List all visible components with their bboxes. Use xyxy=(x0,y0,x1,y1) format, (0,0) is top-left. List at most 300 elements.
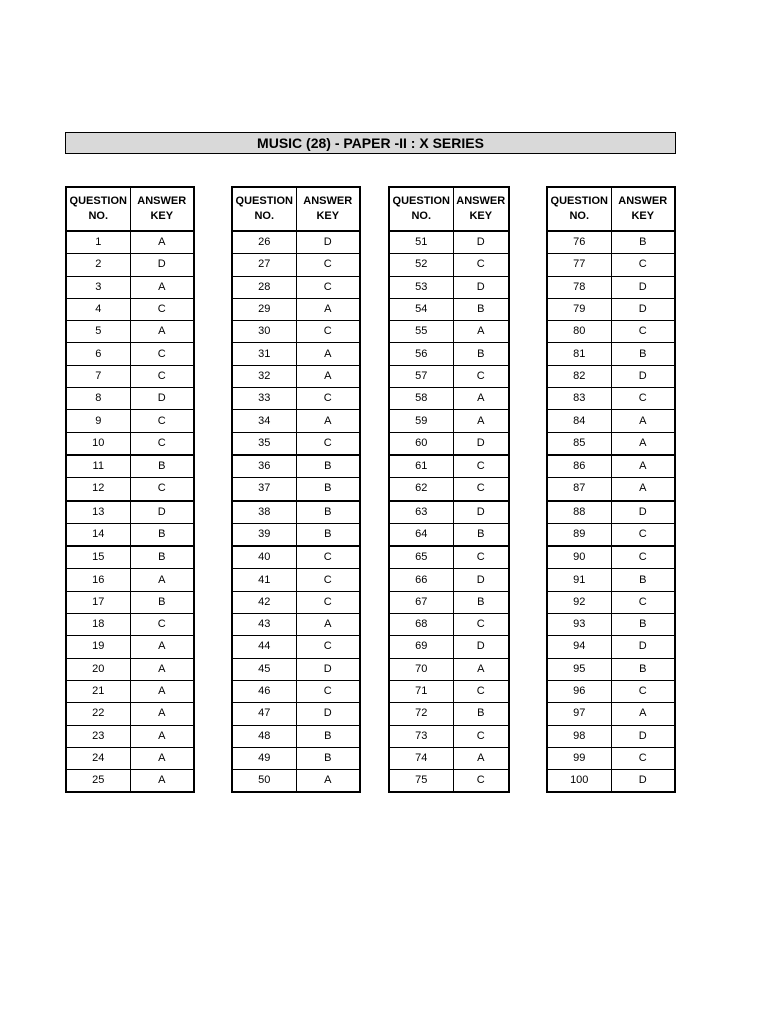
question-number-cell: 50 xyxy=(232,770,296,793)
table-row xyxy=(547,569,675,591)
answer-key-cell: B xyxy=(611,231,675,254)
answer-key-cell: B xyxy=(296,478,360,501)
answer-key-cell: D xyxy=(130,254,194,276)
question-number-cell: 8 xyxy=(66,388,130,410)
answer-key-cell: C xyxy=(296,321,360,343)
answer-key-cell: C xyxy=(453,365,509,387)
table-row xyxy=(232,703,360,725)
table-row xyxy=(66,591,194,613)
answer-key-cell: B xyxy=(130,546,194,569)
question-number-cell: 24 xyxy=(66,747,130,769)
question-number-cell: 44 xyxy=(232,636,296,658)
table-row xyxy=(66,569,194,591)
table-row xyxy=(547,725,675,747)
table-row xyxy=(66,231,194,254)
table-row xyxy=(66,614,194,636)
answer-key-cell: A xyxy=(130,231,194,254)
table-row xyxy=(66,254,194,276)
table-row xyxy=(66,725,194,747)
table-row xyxy=(547,703,675,725)
table-row xyxy=(232,569,360,591)
page-title: MUSIC (28) - PAPER -II : X SERIES xyxy=(65,132,676,154)
table-row xyxy=(547,546,675,569)
table-row xyxy=(389,365,509,387)
question-number-cell: 41 xyxy=(232,569,296,591)
question-number-cell: 93 xyxy=(547,614,611,636)
table-row xyxy=(547,747,675,769)
header-text: QUESTION xyxy=(235,195,293,207)
answer-key-cell: A xyxy=(296,410,360,432)
question-number-cell: 1 xyxy=(66,231,130,254)
question-number-cell: 86 xyxy=(547,455,611,478)
question-number-cell: 43 xyxy=(232,614,296,636)
question-number-cell: 76 xyxy=(547,231,611,254)
answer-key-cell: C xyxy=(611,680,675,702)
answer-key-cell: B xyxy=(453,343,509,365)
question-number-cell: 34 xyxy=(232,410,296,432)
question-number-cell: 32 xyxy=(232,365,296,387)
question-number-cell: 18 xyxy=(66,614,130,636)
table-row xyxy=(232,658,360,680)
answer-key-cell: B xyxy=(453,591,509,613)
table-row xyxy=(547,523,675,546)
answer-key-cell: A xyxy=(453,747,509,769)
question-number-cell: 85 xyxy=(547,432,611,455)
question-number-cell: 100 xyxy=(547,770,611,793)
table-row xyxy=(389,747,509,769)
question-number-cell: 69 xyxy=(389,636,453,658)
answer-key-cell: A xyxy=(130,569,194,591)
table-row xyxy=(389,770,509,793)
answer-key-cell: B xyxy=(296,747,360,769)
answer-key-cell: A xyxy=(130,658,194,680)
answer-key-cell: A xyxy=(453,410,509,432)
table-row xyxy=(232,501,360,524)
table-row xyxy=(232,636,360,658)
header-text: NO. xyxy=(88,210,109,222)
question-number-cell: 62 xyxy=(389,478,453,501)
table-row xyxy=(547,298,675,320)
answer-key-cell: A xyxy=(130,321,194,343)
question-number-cell: 37 xyxy=(232,478,296,501)
question-number-cell: 3 xyxy=(66,276,130,298)
answer-key-table-2 xyxy=(231,186,361,793)
question-number-cell: 91 xyxy=(547,569,611,591)
table-row xyxy=(389,569,509,591)
table-row xyxy=(66,410,194,432)
header-text: QUESTION xyxy=(69,195,127,207)
answer-key-cell: C xyxy=(130,432,194,455)
answer-key-cell: D xyxy=(611,636,675,658)
question-number-cell: 58 xyxy=(389,388,453,410)
question-number-cell: 66 xyxy=(389,569,453,591)
question-number-cell: 96 xyxy=(547,680,611,702)
question-number-cell: 45 xyxy=(232,658,296,680)
table-row xyxy=(389,254,509,276)
answer-key-cell: A xyxy=(453,658,509,680)
table-row xyxy=(389,455,509,478)
header-text: QUESTION xyxy=(550,195,608,207)
answer-key-cell: B xyxy=(130,591,194,613)
header-text: NO. xyxy=(411,210,432,222)
question-number-cell: 23 xyxy=(66,725,130,747)
question-number-cell: 14 xyxy=(66,523,130,546)
question-number-cell: 16 xyxy=(66,569,130,591)
question-number-cell: 92 xyxy=(547,591,611,613)
answer-key-cell: D xyxy=(296,231,360,254)
answer-key-cell: D xyxy=(611,276,675,298)
header-text: ANSWER xyxy=(456,195,506,207)
table-row xyxy=(389,276,509,298)
table-row xyxy=(389,658,509,680)
answer-key-cell: C xyxy=(296,546,360,569)
table-row xyxy=(66,658,194,680)
question-number-cell: 7 xyxy=(66,365,130,387)
table-row xyxy=(547,343,675,365)
question-number-cell: 80 xyxy=(547,321,611,343)
answer-key-cell: D xyxy=(130,501,194,524)
answer-key-cell: D xyxy=(453,501,509,524)
question-number-cell: 72 xyxy=(389,703,453,725)
table-row xyxy=(547,658,675,680)
answer-key-cell: C xyxy=(611,388,675,410)
answer-key-cell: C xyxy=(611,591,675,613)
answer-key-cell: C xyxy=(130,298,194,320)
answer-key-cell: C xyxy=(130,365,194,387)
answer-key-table-1 xyxy=(65,186,195,793)
question-number-cell: 77 xyxy=(547,254,611,276)
table-row xyxy=(389,501,509,524)
table-row xyxy=(547,388,675,410)
answer-key-cell: D xyxy=(453,636,509,658)
answer-key-cell: A xyxy=(611,478,675,501)
answer-key-cell: B xyxy=(611,614,675,636)
question-number-cell: 28 xyxy=(232,276,296,298)
answer-key-cell: C xyxy=(453,254,509,276)
table-row xyxy=(232,321,360,343)
question-number-cell: 49 xyxy=(232,747,296,769)
answer-key-cell: C xyxy=(130,410,194,432)
question-number-cell: 54 xyxy=(389,298,453,320)
question-number-cell: 55 xyxy=(389,321,453,343)
question-number-cell: 53 xyxy=(389,276,453,298)
answer-key-cell: D xyxy=(296,703,360,725)
question-number-cell: 60 xyxy=(389,432,453,455)
question-number-cell: 90 xyxy=(547,546,611,569)
answer-key-cell: A xyxy=(130,276,194,298)
table-header-row xyxy=(547,187,675,231)
answer-key-cell: D xyxy=(611,501,675,524)
table-row xyxy=(547,501,675,524)
question-number-cell: 79 xyxy=(547,298,611,320)
table-row xyxy=(232,725,360,747)
table-row xyxy=(389,546,509,569)
header-text: KEY xyxy=(469,210,493,222)
table-row xyxy=(547,410,675,432)
answer-key-cell: D xyxy=(611,365,675,387)
header-text: NO. xyxy=(254,210,275,222)
question-number-cell: 38 xyxy=(232,501,296,524)
answer-key-cell: A xyxy=(130,747,194,769)
answer-key-cell: B xyxy=(296,725,360,747)
answer-key-cell: C xyxy=(130,478,194,501)
table-row xyxy=(547,276,675,298)
table-row xyxy=(66,747,194,769)
table-row xyxy=(66,276,194,298)
header-text: NO. xyxy=(569,210,590,222)
question-number-cell: 97 xyxy=(547,703,611,725)
question-number-cell: 78 xyxy=(547,276,611,298)
question-number-cell: 29 xyxy=(232,298,296,320)
table-row xyxy=(66,703,194,725)
table-row xyxy=(66,298,194,320)
question-number-cell: 63 xyxy=(389,501,453,524)
answer-key-cell: C xyxy=(296,432,360,455)
answer-key-cell: C xyxy=(130,343,194,365)
table-row xyxy=(66,432,194,455)
answer-key-cell: A xyxy=(611,455,675,478)
header-text: ANSWER xyxy=(618,195,668,207)
answer-key-header xyxy=(296,187,360,231)
table-row xyxy=(547,231,675,254)
table-header-row xyxy=(389,187,509,231)
answer-key-cell: C xyxy=(611,254,675,276)
question-no-header xyxy=(547,187,611,231)
question-number-cell: 39 xyxy=(232,523,296,546)
answer-key-cell: D xyxy=(611,298,675,320)
table-row xyxy=(232,591,360,613)
answer-key-cell: A xyxy=(296,298,360,320)
table-row xyxy=(232,276,360,298)
table-row xyxy=(66,770,194,793)
answer-key-table-3 xyxy=(388,186,510,793)
table-row xyxy=(547,591,675,613)
question-number-cell: 36 xyxy=(232,455,296,478)
answer-key-cell: D xyxy=(130,388,194,410)
answer-key-cell: B xyxy=(296,501,360,524)
table-row xyxy=(232,523,360,546)
question-number-cell: 2 xyxy=(66,254,130,276)
answer-key-cell: B xyxy=(130,455,194,478)
answer-key-header xyxy=(453,187,509,231)
question-number-cell: 88 xyxy=(547,501,611,524)
answer-key-cell: A xyxy=(296,770,360,793)
table-row xyxy=(389,343,509,365)
answer-key-cell: C xyxy=(453,725,509,747)
question-number-cell: 67 xyxy=(389,591,453,613)
question-number-cell: 57 xyxy=(389,365,453,387)
table-row xyxy=(547,770,675,793)
table-row xyxy=(232,680,360,702)
question-number-cell: 31 xyxy=(232,343,296,365)
question-number-cell: 94 xyxy=(547,636,611,658)
answer-key-cell: C xyxy=(296,388,360,410)
question-number-cell: 6 xyxy=(66,343,130,365)
table-row xyxy=(389,680,509,702)
answer-key-cell: D xyxy=(453,432,509,455)
question-number-cell: 9 xyxy=(66,410,130,432)
answer-key-cell: B xyxy=(296,455,360,478)
question-number-cell: 81 xyxy=(547,343,611,365)
question-number-cell: 21 xyxy=(66,680,130,702)
answer-key-cell: A xyxy=(611,432,675,455)
table-row xyxy=(232,432,360,455)
table-row xyxy=(547,321,675,343)
table-row xyxy=(66,680,194,702)
table-row xyxy=(547,614,675,636)
question-number-cell: 84 xyxy=(547,410,611,432)
table-row xyxy=(232,231,360,254)
question-number-cell: 40 xyxy=(232,546,296,569)
question-number-cell: 17 xyxy=(66,591,130,613)
table-row xyxy=(66,478,194,501)
answer-key-cell: C xyxy=(296,276,360,298)
answer-key-cell: A xyxy=(453,388,509,410)
question-number-cell: 68 xyxy=(389,614,453,636)
table-row xyxy=(547,365,675,387)
answer-key-cell: C xyxy=(611,523,675,546)
question-number-cell: 33 xyxy=(232,388,296,410)
question-number-cell: 13 xyxy=(66,501,130,524)
question-number-cell: 25 xyxy=(66,770,130,793)
table-row xyxy=(389,703,509,725)
table-row xyxy=(66,546,194,569)
table-row xyxy=(66,365,194,387)
question-number-cell: 42 xyxy=(232,591,296,613)
answer-key-cell: B xyxy=(130,523,194,546)
question-number-cell: 12 xyxy=(66,478,130,501)
table-row xyxy=(547,680,675,702)
question-number-cell: 82 xyxy=(547,365,611,387)
answer-key-cell: B xyxy=(296,523,360,546)
answer-key-cell: A xyxy=(296,365,360,387)
header-text: KEY xyxy=(316,210,340,222)
table-row xyxy=(389,410,509,432)
question-number-cell: 51 xyxy=(389,231,453,254)
answer-key-cell: C xyxy=(611,546,675,569)
question-number-cell: 87 xyxy=(547,478,611,501)
answer-key-cell: B xyxy=(611,343,675,365)
header-text: KEY xyxy=(150,210,174,222)
table-row xyxy=(389,725,509,747)
answer-key-cell: B xyxy=(453,523,509,546)
question-number-cell: 20 xyxy=(66,658,130,680)
question-number-cell: 70 xyxy=(389,658,453,680)
answer-key-cell: D xyxy=(453,276,509,298)
question-number-cell: 59 xyxy=(389,410,453,432)
answer-key-cell: A xyxy=(130,770,194,793)
table-row xyxy=(389,614,509,636)
answer-key-cell: C xyxy=(453,680,509,702)
header-text: ANSWER xyxy=(303,195,353,207)
answer-key-cell: C xyxy=(296,254,360,276)
question-number-cell: 46 xyxy=(232,680,296,702)
question-number-cell: 22 xyxy=(66,703,130,725)
question-number-cell: 65 xyxy=(389,546,453,569)
table-row xyxy=(232,747,360,769)
answer-key-cell: D xyxy=(453,231,509,254)
answer-key-cell: C xyxy=(296,636,360,658)
table-row xyxy=(232,388,360,410)
table-row xyxy=(389,298,509,320)
answer-key-cell: C xyxy=(296,591,360,613)
question-number-cell: 48 xyxy=(232,725,296,747)
table-row xyxy=(66,523,194,546)
question-number-cell: 27 xyxy=(232,254,296,276)
question-number-cell: 73 xyxy=(389,725,453,747)
question-number-cell: 74 xyxy=(389,747,453,769)
answer-key-cell: A xyxy=(296,343,360,365)
table-row xyxy=(66,501,194,524)
table-row xyxy=(232,455,360,478)
question-number-cell: 30 xyxy=(232,321,296,343)
table-row xyxy=(389,321,509,343)
question-number-cell: 47 xyxy=(232,703,296,725)
table-row xyxy=(66,321,194,343)
answer-key-cell: A xyxy=(611,410,675,432)
table-header-row xyxy=(232,187,360,231)
answer-key-cell: A xyxy=(130,636,194,658)
answer-key-cell: A xyxy=(296,614,360,636)
answer-key-cell: C xyxy=(611,747,675,769)
question-number-cell: 95 xyxy=(547,658,611,680)
answer-key-cell: B xyxy=(611,658,675,680)
question-number-cell: 89 xyxy=(547,523,611,546)
table-row xyxy=(547,432,675,455)
question-number-cell: 98 xyxy=(547,725,611,747)
answer-key-cell: C xyxy=(296,680,360,702)
header-text: ANSWER xyxy=(137,195,187,207)
question-number-cell: 19 xyxy=(66,636,130,658)
table-row xyxy=(232,770,360,793)
table-row xyxy=(66,636,194,658)
header-text: QUESTION xyxy=(392,195,450,207)
answer-key-cell: C xyxy=(453,478,509,501)
answer-key-cell: D xyxy=(611,770,675,793)
question-no-header xyxy=(66,187,130,231)
question-number-cell: 75 xyxy=(389,770,453,793)
question-no-header xyxy=(232,187,296,231)
table-row xyxy=(389,636,509,658)
table-row xyxy=(66,388,194,410)
answer-key-cell: B xyxy=(453,298,509,320)
question-number-cell: 99 xyxy=(547,747,611,769)
table-row xyxy=(232,410,360,432)
question-number-cell: 83 xyxy=(547,388,611,410)
answer-key-cell: A xyxy=(611,703,675,725)
table-row xyxy=(547,478,675,501)
answer-key-header xyxy=(130,187,194,231)
answer-key-cell: C xyxy=(453,546,509,569)
question-number-cell: 52 xyxy=(389,254,453,276)
table-row xyxy=(66,455,194,478)
answer-key-cell: A xyxy=(130,725,194,747)
question-number-cell: 26 xyxy=(232,231,296,254)
answer-key-cell: A xyxy=(130,703,194,725)
answer-key-cell: B xyxy=(453,703,509,725)
answer-key-cell: C xyxy=(611,321,675,343)
table-row xyxy=(232,546,360,569)
question-number-cell: 35 xyxy=(232,432,296,455)
table-row xyxy=(232,254,360,276)
answer-key-cell: A xyxy=(453,321,509,343)
question-number-cell: 15 xyxy=(66,546,130,569)
table-row xyxy=(232,298,360,320)
table-row xyxy=(232,365,360,387)
table-row xyxy=(547,254,675,276)
answer-key-cell: D xyxy=(611,725,675,747)
answer-key-cell: C xyxy=(130,614,194,636)
